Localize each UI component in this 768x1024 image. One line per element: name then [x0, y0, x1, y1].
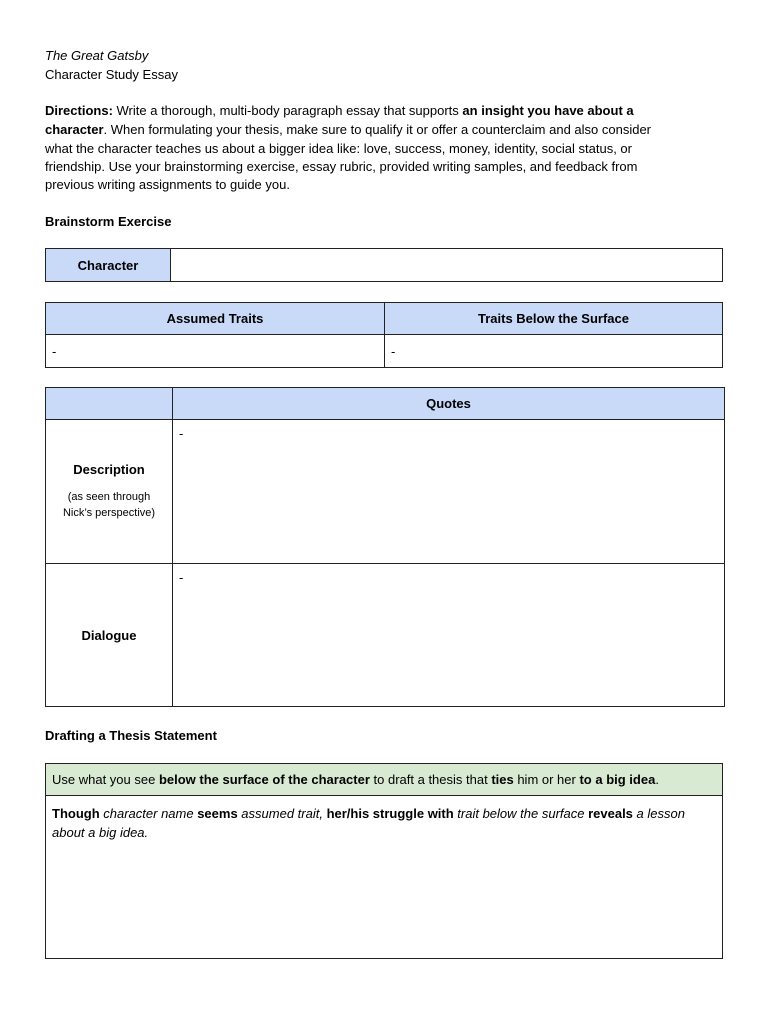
instr-text: to draft a thesis that	[369, 772, 492, 787]
assumed-traits-header: Assumed Traits	[46, 303, 385, 335]
directions-text: . When formulating your thesis, make sure to qualify it or offer a counterclaim and also consider	[103, 122, 652, 137]
tpl-bold: Though	[52, 806, 100, 821]
directions-text: Write a thorough, multi-body paragraph essay that supports	[112, 103, 463, 118]
thesis-heading: Drafting a Thesis Statement	[45, 728, 217, 743]
book-title: The Great Gatsby	[45, 48, 149, 63]
quotes-table	[45, 387, 725, 707]
character-label: Character	[46, 249, 171, 282]
brainstorm-heading: Brainstorm Exercise	[45, 214, 172, 229]
tpl-bold: her/his struggle with	[326, 806, 454, 821]
description-label-cell	[46, 420, 173, 564]
directions-line-4: friendship. Use your brainstorming exercise, essay rubric, provided writing samples, and feedback from	[45, 159, 638, 174]
thesis-template-line-1	[52, 804, 716, 823]
thesis-template-line-2: about a big idea.	[52, 825, 149, 840]
tpl-italic: character name	[99, 806, 198, 821]
directions-line-5: previous writing assignments to guide you.	[45, 177, 290, 192]
description-note-1: (as seen through	[67, 491, 151, 503]
tpl-italic: a lesson	[632, 806, 685, 821]
dialogue-quotes-field[interactable]: -	[173, 564, 725, 707]
tpl-bold: seems	[197, 806, 238, 821]
instr-emphasis: below the surface of the character	[158, 772, 370, 787]
tpl-bold: reveals	[588, 806, 633, 821]
thesis-instruction	[46, 764, 723, 796]
instr-emphasis: to a big idea	[579, 772, 656, 787]
assumed-traits-field[interactable]: -	[46, 335, 385, 368]
directions-line-1	[45, 101, 634, 120]
directions-line-3: what the character teaches us about a bigger idea like: love, success, money, identity, social status, or	[45, 141, 632, 156]
description-quotes-field[interactable]: -	[173, 420, 725, 564]
document-subtitle: Character Study Essay	[45, 67, 178, 82]
below-surface-field[interactable]: -	[385, 335, 723, 368]
instr-text: Use what you see	[52, 772, 159, 787]
instr-text: him or her	[513, 772, 580, 787]
description-label: Description	[73, 462, 145, 477]
instr-emphasis: ties	[491, 772, 514, 787]
description-note-2: Nick’s perspective)	[62, 507, 156, 519]
directions-label: Directions:	[45, 103, 113, 118]
tpl-italic: trait below the surface	[453, 806, 589, 821]
thesis-template-field[interactable]	[46, 796, 723, 959]
instr-text: .	[655, 772, 659, 787]
directions-emphasis: character	[45, 122, 104, 137]
character-table	[45, 248, 723, 282]
directions-line-2	[45, 120, 651, 139]
directions-emphasis: an insight you have about a	[462, 103, 634, 118]
tpl-italic: assumed trait,	[237, 806, 327, 821]
dialogue-label: Dialogue	[46, 564, 173, 707]
quotes-corner-cell	[46, 388, 173, 420]
thesis-table	[45, 763, 723, 959]
character-field[interactable]	[171, 249, 723, 282]
quotes-header: Quotes	[173, 388, 725, 420]
below-surface-header: Traits Below the Surface	[385, 303, 723, 335]
traits-table	[45, 302, 723, 368]
